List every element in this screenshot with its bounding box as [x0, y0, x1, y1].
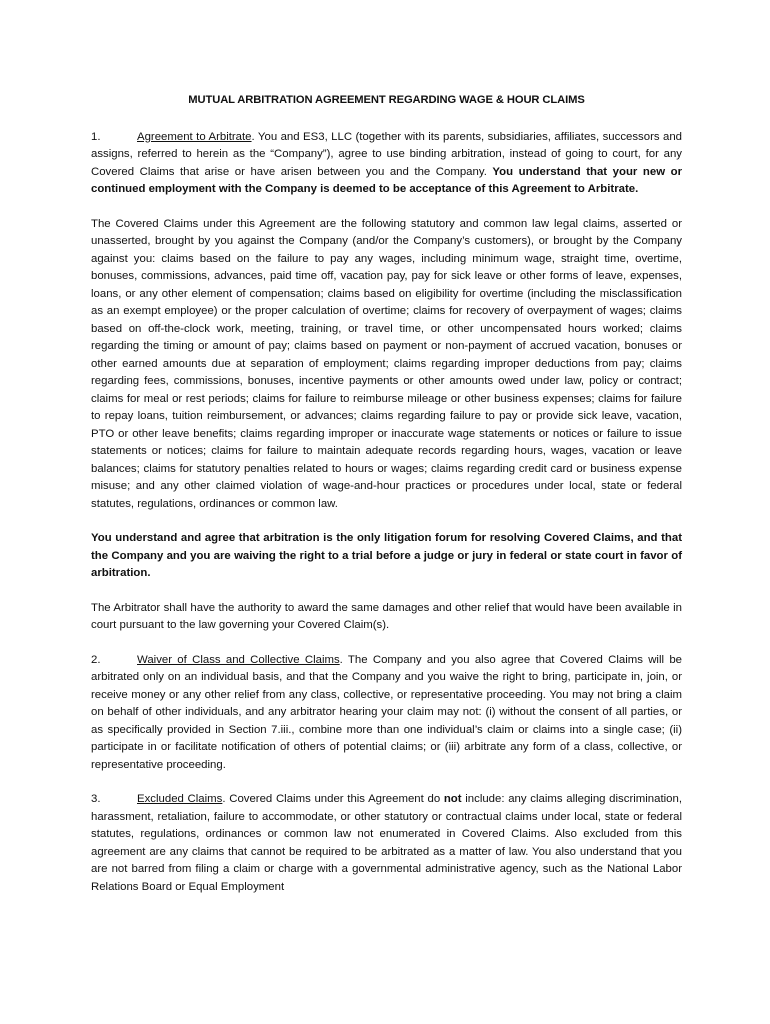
section-3-body-end: include: any claims alleging discrimination, harassment, retaliation, failure to accommodate, or other statutory or contractual claims under local, state or federal statutes, regulations, ordinances or common law not enumerated in Covered Claims. Also excluded from this agreement are any claims that cannot be required to be arbitrated as a matter of law. You also understand that you are not barred from filing a claim or charge with a governmental administrative agency, such as the National Labor Relations Board or Equal Employment [91, 793, 682, 893]
section-3-body-start: . Covered Claims under this Agreement do [222, 793, 444, 805]
section-1-number: 1. [91, 130, 101, 143]
section-3-heading: Excluded Claims [137, 793, 223, 805]
section-3 [91, 791, 682, 896]
section-1-acceptance-notice: You understand that your new or continued employment with the Company is deemed to be acceptance of this Agreement to Arbitrate. [91, 165, 682, 195]
section-1-body: . You and ES3, LLC (together with its parents, subsidiaries, affiliates, successors and assigns, referred to herein as the “Company”), agree to use binding arbitration, instead of going to court, for any Covered Claims that arise or have arisen between you and the Company. [91, 130, 683, 178]
section-2-body: . The Company and you also agree that Covered Claims will be arbitrated only on an individual basis, and that the Company and you waive the right to bring, participate in, join, or receive money or any other relief from any class, collective, or representative proceeding. You may not bring a claim on behalf of other individuals, and any arbitrator hearing your claim may not: (i) without the consent of all parties, or as specifically provided in Section 7.iii., combine more than one individual’s claim or claims into a single case; (ii) participate in or facilitate notification of others of potential claims; or (iii) arbitrate any form of a class, collective, or representative proceeding. [91, 653, 682, 771]
section-3-number: 3. [91, 793, 101, 805]
section-3-not-emphasis: not [443, 793, 462, 805]
document-title: MUTUAL ARBITRATION AGREEMENT REGARDING WAGE & HOUR CLAIMS [188, 94, 585, 106]
litigation-forum-paragraph: You understand and agree that arbitration is the only litigation forum for resolving Covered Claims, and that the Company and you are waiving the right to a trial before a judge or jury in federal or state court in favor of arbitration. [91, 532, 682, 579]
section-2 [91, 652, 682, 775]
section-1 [91, 129, 682, 199]
section-2-heading: Waiver of Class and Collective Claims [137, 653, 340, 666]
section-1-heading: Agreement to Arbitrate [137, 130, 252, 143]
section-2-number: 2. [91, 653, 101, 666]
arbitrator-authority-paragraph: The Arbitrator shall have the authority to award the same damages and other relief that would have been available in court pursuant to the law governing your Covered Claim(s). [91, 601, 682, 631]
covered-claims-paragraph: The Covered Claims under this Agreement are the following statutory and common law legal claims, asserted or unasserted, brought by you against the Company (and/or the Company’s customers), or brought by the Company against you: claims based on the failure to pay any wages, including minimum wage, straight time, overtime, bonuses, commissions, advances, paid time off, vacation pay, pay for sick leave or other forms of leave, expenses, loans, or any other element of compensation; claims based on eligibility for overtime (including the misclassification as an exempt employee) or the proper calculation of overtime; claims for recovery of overpayment of wages; claims based on off-the-clock work, meeting, training, or travel time, or other uncompensated hours worked; claims regarding the timing or amount of pay; claims based on payment or non-payment of accrued vacation, bonuses or other earned amounts due at separation of employment; claims regarding improper deductions from pay; claims regarding fees, commissions, bonuses, incentive payments or other amounts owed under law, policy or contract; claims for meal or rest periods; claims for failure to reimburse mileage or other business expenses; claims for failure to repay loans, tuition reimbursement, or advances; claims regarding failure to pay or provide sick leave, vacation, PTO or other leave benefits; claims regarding improper or inaccurate wage statements or notices or failure to issue statements or notices; claims for failure to maintain adequate records regarding hours, wages, vacation or leave balances; claims for statutory penalties related to hours or wages; claims regarding credit card or business expense misuse; and any other claimed violation of wage-and-hour practices or procedures under local, state or federal statutes, regulations, ordinances or common law. [91, 217, 682, 510]
